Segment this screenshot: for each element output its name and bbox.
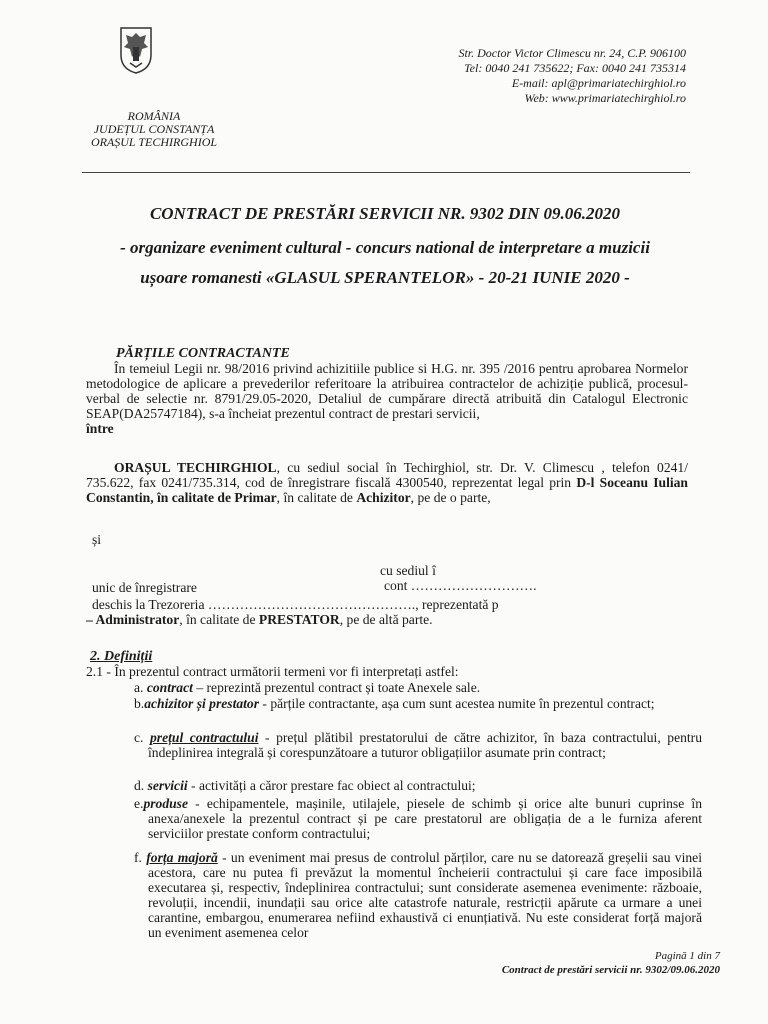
definition-item: f. forța majoră - un eveniment mai presus de controlul părților, care nu se datorează greșelii sau vinei acestora, care nu putea fi prevăzut la momentul încheierii contractului și care face imposibilă executarea și, respectiv, îndeplinirea contractului; sunt considerate asemenea evenimente: războaie, revoluții, incendii, inundații sau orice alte catastrofe naturale, restricții apărute ca urmare a unei carantine, embargou, enumerarea nefiind exhaustivă ci enunțiativă. Nu este considerat forță majoră un eveniment asemenea celor (134, 850, 702, 940)
parties-intro: În temeiul Legii nr. 98/2016 privind achizitiile publice si H.G. nr. 395 /2016 pentru aprobarea Normelor metodologice de aplicare a prevederilor referitoare la atribuirea contractelor de achiziție publică, procesul-verbal de selectie nr. 8791/29.05-2020, Detaliul de cumpărare directă atribuită din Catalogul Electronic SEAP(DA25747184), s-a încheiat prezentul contract de prestari servicii, între (86, 361, 688, 436)
definition-item: a. contract – reprezintă prezentul contract și toate Anexele sale. (134, 680, 481, 695)
contact-web: Web: www.primariatechirghiol.ro (524, 91, 686, 105)
contact-block (360, 46, 686, 106)
provider-line-4: – Administrator, în calitate de PRESTATOR, pe de altă parte. (86, 612, 433, 627)
provider-line-2a: unic de înregistrare (92, 580, 197, 595)
contact-phone: Tel: 0040 241 735622; Fax: 0040 241 735314 (464, 61, 686, 75)
page-number: Pagină 1 din 7 (654, 950, 720, 962)
romanian-coat-of-arms-icon (118, 25, 154, 75)
contract-subtitle-1: - organizare eveniment cultural - concurs national de interpretare a muzicii (120, 238, 650, 257)
parties-heading: PĂRȚILE CONTRACTANTE (116, 346, 290, 361)
issuer-city: ORAȘUL TECHIRGHIOL (90, 135, 218, 149)
header-divider (82, 172, 690, 173)
party-achizitor: ORAȘUL TECHIRGHIOL, cu sediul social în Techirghiol, str. Dr. V. Climescu , telefon 0241/ 735.622, fax 0241/735.314, cod de înregistrare fiscală 4300540, reprezentat legal prin D-l Soceanu Iulian Constantin, în calitate de Primar, în calitate de Achizitor, pe de o parte, (86, 460, 688, 505)
provider-line-2b: cont ………………………. (384, 578, 537, 593)
definition-item: b.achizitor și prestator - părțile contractante, așa cum sunt acestea numite în prezentul contract; (134, 696, 655, 711)
issuer-country: ROMÂNIA (127, 109, 181, 123)
contract-title: CONTRACT DE PRESTĂRI SERVICII NR. 9302 DIN 09.06.2020 (149, 204, 621, 223)
issuer-county: JUDEȚUL CONSTANȚA (93, 122, 215, 136)
si-word: și (92, 532, 102, 547)
intre-word: între (86, 421, 114, 436)
contact-email: E-mail: apl@primariatechirghiol.ro (511, 76, 686, 90)
contract-subtitle-2: ușoare romanesti «GLASUL SPERANTELOR» - 20-21 IUNIE 2020 - (140, 268, 630, 287)
footer-reference: Contract de prestări servicii nr. 9302/09.06.2020 (501, 964, 720, 976)
definition-item: d. servicii - activități a căror prestare fac obiect al contractului; (134, 778, 476, 793)
definitions-heading: 2. Definiții (90, 649, 153, 664)
definition-item: e.produse - echipamentele, mașinile, utilajele, piesele de schimb și orice alte bunuri cuprinse în anexa/anexele la prezentul contract și pe care prestatorul are obligația de a le furniza aferent serviciilor prestate conform contractului; (134, 796, 702, 841)
issuer-block (84, 110, 224, 149)
definition-item: c. prețul contractului - prețul plătibil prestatorului de către achizitor, în baza contractului, pentru îndeplinirea integrală și corespunzătoare a tuturor obligațiilor asumate prin contract; (134, 730, 703, 760)
provider-line-1: cu sediul î (380, 563, 436, 578)
provider-line-3: deschis la Trezoreria ………………………………………., reprezentată p (92, 597, 499, 612)
definitions-intro: 2.1 - În prezentul contract următorii termeni vor fi interpretați astfel: (86, 664, 459, 679)
contact-address: Str. Doctor Victor Climescu nr. 24, C.P. 906100 (458, 46, 686, 60)
